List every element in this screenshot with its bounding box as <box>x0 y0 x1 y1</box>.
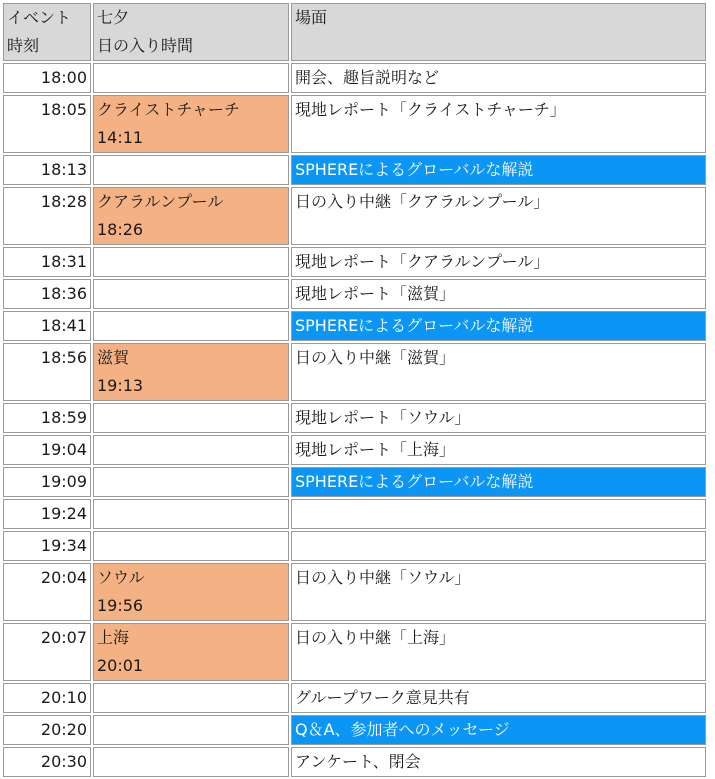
header-sunset-line2: 日の入り時間 <box>97 36 194 55</box>
event-time-cell: 20:10 <box>3 683 91 713</box>
table-row <box>3 403 706 433</box>
event-time-cell: 18:05 <box>3 95 91 153</box>
table-row <box>3 187 706 245</box>
scene-cell: 日の入り中継「クアラルンプール」 <box>291 187 706 245</box>
sunset-cell <box>93 435 289 465</box>
scene-cell: 開会、趣旨説明など <box>291 63 706 93</box>
event-time-cell: 19:24 <box>3 499 91 529</box>
sunset-time: 20:01 <box>97 656 144 675</box>
scene-cell: 日の入り中継「滋賀」 <box>291 343 706 401</box>
sunset-cell <box>93 563 289 621</box>
event-time-cell: 18:28 <box>3 187 91 245</box>
city-name: ソウル <box>97 568 145 587</box>
event-time-cell: 20:07 <box>3 623 91 681</box>
table-row <box>3 623 706 681</box>
header-sunset-line1: 七夕 <box>97 8 130 27</box>
scene-cell: SPHEREによるグローバルな解説 <box>291 467 706 497</box>
scene-cell: Q＆A、参加者へのメッセージ <box>291 715 706 745</box>
city-name: 滋賀 <box>97 348 130 367</box>
scene-cell: アンケート、閉会 <box>291 747 706 777</box>
scene-cell <box>291 531 706 561</box>
city-name: クライストチャーチ <box>97 100 240 119</box>
scene-cell: 現地レポート「上海」 <box>291 435 706 465</box>
scene-cell: SPHEREによるグローバルな解説 <box>291 311 706 341</box>
sunset-time: 19:13 <box>97 376 144 395</box>
sunset-cell <box>93 311 289 341</box>
event-time-cell: 19:34 <box>3 531 91 561</box>
header-event-time-line1: イベント <box>7 8 72 27</box>
event-time-cell: 18:36 <box>3 279 91 309</box>
event-time-cell: 18:13 <box>3 155 91 185</box>
event-time-cell: 18:41 <box>3 311 91 341</box>
sunset-cell <box>93 715 289 745</box>
table-row <box>3 467 706 497</box>
table-row <box>3 563 706 621</box>
event-time-cell: 20:20 <box>3 715 91 745</box>
event-time-cell: 18:59 <box>3 403 91 433</box>
event-time-cell: 19:04 <box>3 435 91 465</box>
table-row <box>3 715 706 745</box>
scene-cell: 現地レポート「ソウル」 <box>291 403 706 433</box>
table-row <box>3 155 706 185</box>
sunset-cell <box>93 403 289 433</box>
event-time-cell: 18:31 <box>3 247 91 277</box>
sunset-cell <box>93 279 289 309</box>
event-time-cell: 19:09 <box>3 467 91 497</box>
sunset-cell <box>93 95 289 153</box>
sunset-time: 19:56 <box>97 596 144 615</box>
table-row <box>3 63 706 93</box>
schedule-table <box>1 1 708 779</box>
scene-cell: 現地レポート「クライストチャーチ」 <box>291 95 706 153</box>
header-scene-label: 場面 <box>295 8 328 27</box>
sunset-cell <box>93 467 289 497</box>
event-time-cell: 18:00 <box>3 63 91 93</box>
table-row <box>3 95 706 153</box>
table-row <box>3 683 706 713</box>
table-row <box>3 435 706 465</box>
header-scene <box>291 3 706 61</box>
table-row <box>3 747 706 777</box>
table-row <box>3 499 706 529</box>
event-time-cell: 20:04 <box>3 563 91 621</box>
header-event-time <box>3 3 91 61</box>
city-name: クアラルンプール <box>97 192 224 211</box>
table-row <box>3 311 706 341</box>
scene-cell <box>291 499 706 529</box>
table-row <box>3 247 706 277</box>
sunset-time: 18:26 <box>97 220 144 239</box>
sunset-cell <box>93 247 289 277</box>
sunset-cell <box>93 63 289 93</box>
header-sunset-time <box>93 3 289 61</box>
sunset-cell <box>93 683 289 713</box>
table-row <box>3 343 706 401</box>
header-row <box>3 3 706 61</box>
sunset-cell <box>93 747 289 777</box>
city-name: 上海 <box>97 628 130 647</box>
table-row <box>3 531 706 561</box>
sunset-cell <box>93 155 289 185</box>
event-time-cell: 18:56 <box>3 343 91 401</box>
scene-cell: 日の入り中継「ソウル」 <box>291 563 706 621</box>
sunset-cell <box>93 343 289 401</box>
header-event-time-line2: 時刻 <box>7 36 40 55</box>
sunset-cell <box>93 187 289 245</box>
scene-cell: 現地レポート「滋賀」 <box>291 279 706 309</box>
sunset-cell <box>93 499 289 529</box>
scene-cell: 現地レポート「クアラルンプール」 <box>291 247 706 277</box>
table-row <box>3 279 706 309</box>
scene-cell: 日の入り中継「上海」 <box>291 623 706 681</box>
scene-cell: SPHEREによるグローバルな解説 <box>291 155 706 185</box>
sunset-cell <box>93 623 289 681</box>
sunset-time: 14:11 <box>97 128 144 147</box>
scene-cell: グループワーク意見共有 <box>291 683 706 713</box>
sunset-cell <box>93 531 289 561</box>
event-time-cell: 20:30 <box>3 747 91 777</box>
